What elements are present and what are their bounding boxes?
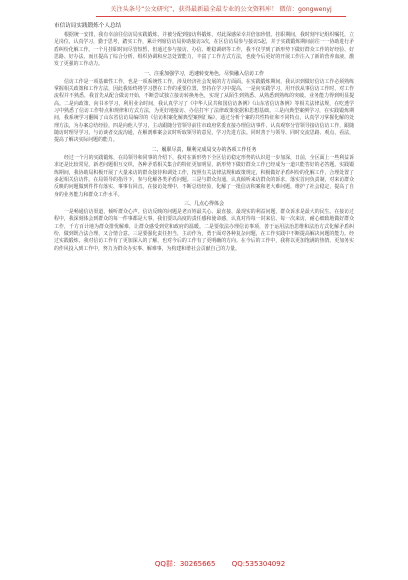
intro-paragraph: 根据统一安排，我有幸前往信访局实践锻炼，并被分配到接访科锻炼，对此深感荣幸并倍加珍惜。挂职期间，我时刻牢记组织嘱托，立足岗位，认真学习，勤于思考，踏实工作，累计列席信访局协助接访3次，在区信访局参与接访5起，并于实践锻炼期间前往一一协助进行矛盾纠纷化解工作。一个月挂职时间尽管短暂，但通过参与接访、办信、维稳调研等工作，我不仅学到了新形势下做好群众工作的好经验、好思路、好办法，而且提高了综合分析、组织协调和应急处置能力，丰富了工作方式方法，也使今后更好的开展工作注入了新的营养血液，激发了更强的工作动力。 bbox=[54, 32, 354, 68]
section-heading-2: 二、履职尽责，顺利完成局交办的各项工作任务 bbox=[151, 146, 257, 153]
document-body bbox=[54, 22, 354, 253]
qq-group-text: QQ群：30265665 bbox=[154, 560, 216, 568]
section-2-paragraph: 经过一个月的实践锻炼，在局领导和同事的介绍下，我对在新形势下全区信访稳定形势的认识进一步加深，日前，全区面上一些利益诉求还是比较常见，新老问题相互交织，各种矛盾相关集合的特征更加明显，新形势下做好群众工作已经成为一道只能答好的必答题。实践锻炼期间，我协助局积极开展了大量来访的群众接待和调处工作，按照有关法律法规和政策规定，积极做好矛盾纠纷的化解工作，合理处置了多起相关信访件。在局领导的指导下，参与化解各类矛盾问题。三是与群众沟通，认真倾听来访群众的诉求，落实首问负责制，对来访群众反映的问题做到件件有落实、事事有回音。在接访处理中，不断总结经验，化解了一批信访积案和老大难问题，维护了社会稳定，提高了自身的业务能力和群众工作水平。 bbox=[54, 154, 354, 198]
section-3-paragraph: 一是畅通信访渠道，倾听群众心声。信访反映的问题是老百姓最关心、最直接、最现实的利益问题，群众诉求是最大的民生。在接访过程中，我深刻体会到群众的每一件事都是大事，我们要以高度的责任感和使命感，认真对待每一封来信、每一次来访，耐心细致地做好群众工作，千方百计地为群众排忧解难，让群众感受到党和政府的温暖。二是要依法办理信访事项，善于运用法治思维和法治方式化解矛盾纠纷，做到既合法合理，又合情合意。三是要强化责任担当，主动作为，勇于面对各种复杂问题，在工作实践中不断提高解决问题的能力。经过实践锻炼，我对信访工作有了更加深入的了解，也对今后的工作有了更明确的方向。在今后的工作中，我将以更加饱满的热情、更加务实的作风投入到工作中，努力为群众办实事、解难事，为构建和谐社会贡献自己的力量。 bbox=[54, 208, 354, 252]
section-heading-1: 一、注重加强学习，迅速转变角色，尽快融入信访工作 bbox=[143, 70, 264, 77]
section-heading-3: 三、几点心得体会 bbox=[183, 200, 224, 207]
document-title: 市信访局实践锻炼个人总结 bbox=[54, 23, 122, 29]
promo-banner[interactable]: 关注头条号“公文研究”，获得最新最全最专业的公文资料库！ 微信：gongwenyj bbox=[96, 4, 346, 17]
contact-footer bbox=[130, 558, 310, 570]
section-1-paragraph: 信访工作是一项基础性工作，也是一项系统性工作，涉及经济社会发展的方方面面。在实践锻炼期间，我认识到做好信访工作必须熟练掌握相关政策和工作方法，因此我始终将学习摆在工作的重要位置，坚持在学习中提高，一是向实践学习，用开放从事信访工作时，对工作流程并不熟悉，我首先从配合做访开始，不断尝试独立接访转换角色，实现了从陌生到熟悉、从熟悉到熟练的突破。业务能力得到明显提高。二是向政策、向书本学习，利用业余时间，我认真学习了《中华人民共和国信访条例》《山东省信访条例》等相关法律法规，在吃透学习中熟悉了信访工作特点和规律和方式方法，为更好地接访、办信打牢了法律政策依据和思想基础。三是向典型案例学习，在实践锻炼期间，我系统学习翻阅了山东省信访局编印的《信访积案化解典型案例汇编》，通过分析个案的共性特征和不同特点，认真学习掌握化解的处理方法，为办案总结经验，四是向他人学习，主动跟随分管领导前往市政府常委直接办理信访事件，认真观察分管领导接访信访工作，跟随随访时理导学习，与访谈者交流沟通，在解剖难案会议时听取领导的意见，学习先进方法。同时善于与领导、同时交流思路、观点，看法，提高了解决实际问题的能力。 bbox=[54, 78, 354, 144]
qq-number-text: QQ:535304092 bbox=[231, 560, 286, 568]
